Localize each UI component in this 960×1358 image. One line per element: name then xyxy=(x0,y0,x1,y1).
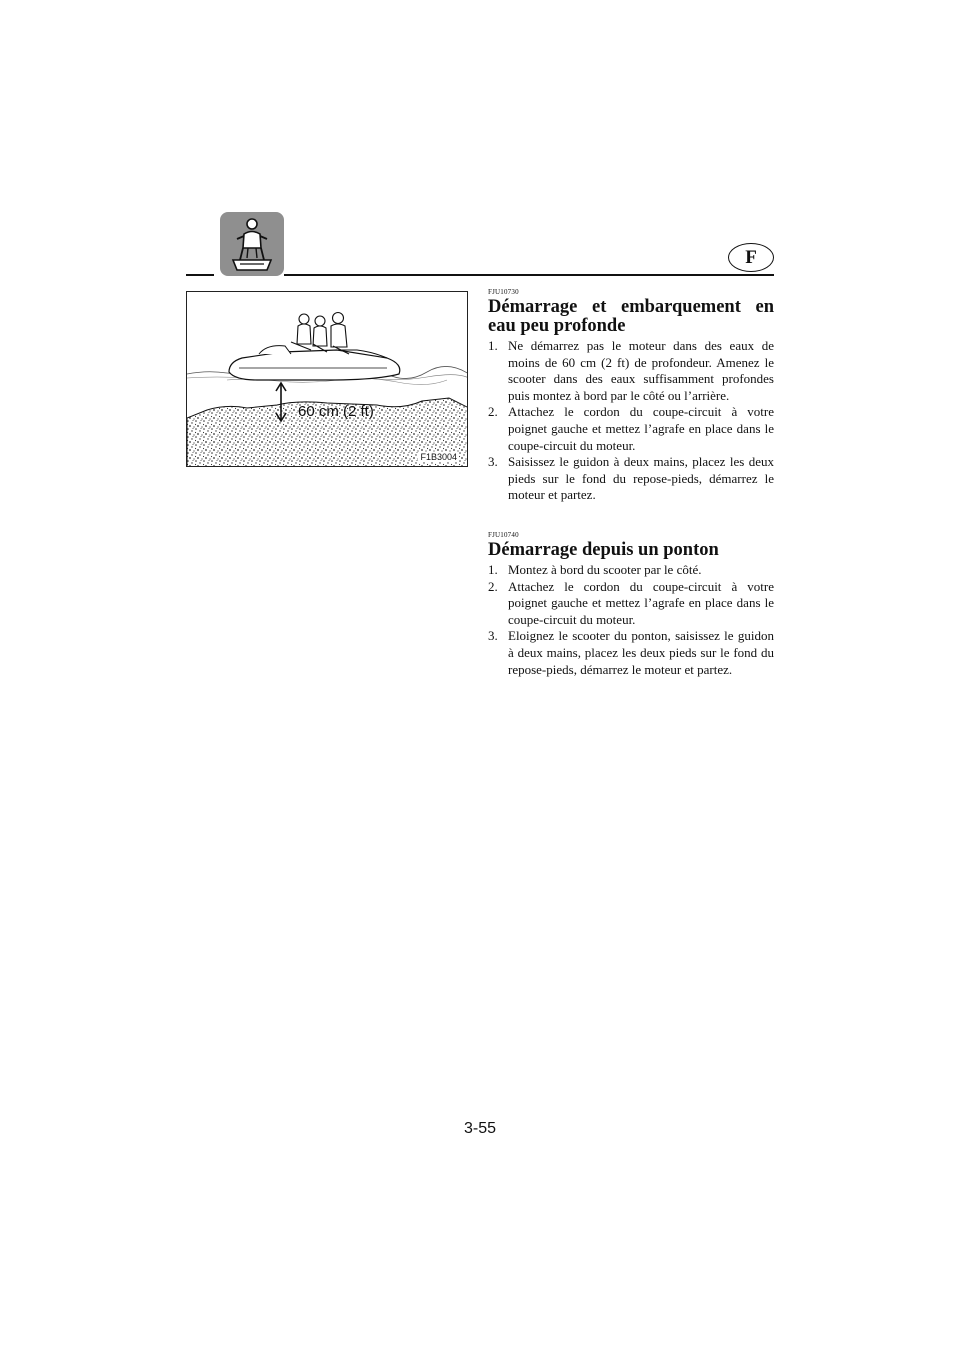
list-item xyxy=(488,579,774,629)
section-title: Démarrage et embarquement en eau peu profonde xyxy=(488,297,774,336)
item-text: Ne démarrez pas le moteur dans des eaux de moins de 60 cm (2 ft) de profondeur. Amenez le scooter dans des eaux suffisamment profondes puis montez à bord par le côté ou l’arrière. xyxy=(508,338,774,403)
section-shallow-water xyxy=(488,288,774,504)
item-number: 2. xyxy=(488,578,498,594)
item-number: 3. xyxy=(488,628,498,644)
language-badge xyxy=(728,243,774,272)
depth-label: 60 cm (2 ft) xyxy=(298,403,374,420)
section-code: FJU10740 xyxy=(488,531,519,539)
watercraft-depth-illustration xyxy=(187,292,468,467)
language-code: F xyxy=(745,246,757,268)
list-item xyxy=(488,628,774,678)
list-item xyxy=(488,338,774,404)
list-item xyxy=(488,404,774,454)
section-code: FJU10730 xyxy=(488,288,519,296)
item-number: 1. xyxy=(488,562,498,577)
item-number: 1. xyxy=(488,338,498,353)
shallow-water-figure xyxy=(186,291,468,467)
item-text: Saisissez le guidon à deux mains, placez les deux pieds sur le fond du repose-pieds, démarrez le moteur et partez. xyxy=(508,454,774,503)
watercraft-section-icon xyxy=(220,212,284,276)
instruction-list xyxy=(488,562,774,678)
header-rule-left xyxy=(186,274,214,276)
list-item xyxy=(488,454,774,504)
instruction-list xyxy=(488,338,774,504)
item-text: Montez à bord du scooter par le côté. xyxy=(508,562,702,577)
item-text: Eloignez le scooter du ponton, saisissez le guidon à deux mains, placez les deux pieds sur le fond du repose-pieds, démarrez le moteur et partez. xyxy=(508,628,774,677)
item-number: 3. xyxy=(488,454,498,470)
item-text: Attachez le cordon du coupe-circuit à votre poignet gauche et mettez l’agrafe en place dans le coupe-circuit du moteur. xyxy=(508,578,774,627)
page-number: 3-55 xyxy=(463,1120,497,1137)
list-item xyxy=(488,562,774,579)
figure-code: F1B3004 xyxy=(420,452,457,462)
header-rule-right xyxy=(284,274,774,276)
section-pontoon xyxy=(488,531,774,678)
item-number: 2. xyxy=(488,404,498,420)
item-text: Attachez le cordon du coupe-circuit à votre poignet gauche et mettez l’agrafe en place dans le coupe-circuit du moteur. xyxy=(508,404,774,453)
section-title: Démarrage depuis un ponton xyxy=(488,540,719,560)
